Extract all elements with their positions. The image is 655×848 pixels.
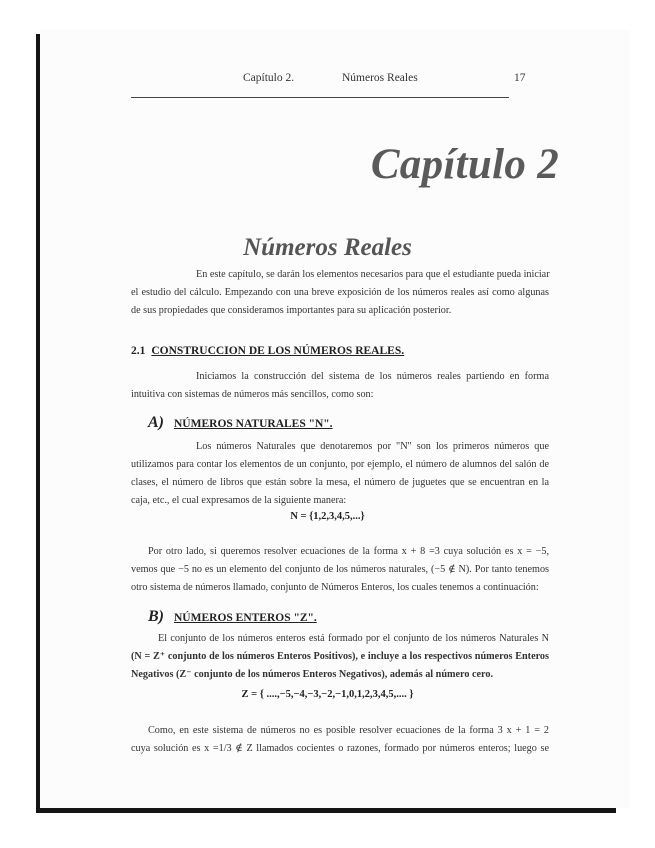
text-line: de sus propiedades que consideramos importantes para su aplicación posterior.	[131, 305, 452, 316]
text-line: cuya solución es x =1/3 ∉ Z llamados cocientes o razones, formado por números enteros; luego se	[131, 743, 549, 754]
subsection-letter: B)	[148, 608, 164, 625]
subsection-b-paragraph-2	[131, 722, 549, 758]
text-line: clases, el número de libros que están sobre la mesa, el número de juguetes que se encuentran en la	[131, 477, 549, 488]
subsection-heading-b	[148, 608, 317, 626]
text-line: Por otro lado, si queremos resolver ecuaciones de la forma x + 8 =3 cuya solución es x = −5,	[148, 546, 549, 557]
subsection-a-paragraph	[131, 438, 549, 510]
chapter-heading: Capítulo 2	[370, 141, 559, 188]
text-line: Negativos (Z⁻ conjunto de los números Enteros Negativos), además al número cero.	[131, 669, 494, 680]
running-head-title: Números Reales	[342, 72, 418, 84]
subsection-heading-text: NÚMEROS ENTEROS "Z".	[174, 612, 317, 624]
subsection-b-paragraph	[131, 630, 549, 684]
text-line: Los números Naturales que denotaremos por "N" son los primeros números que	[196, 441, 549, 452]
section-heading-text: CONSTRUCCION DE LOS NÚMEROS REALES.	[151, 345, 405, 357]
section-2-1-paragraph	[131, 368, 549, 404]
page-bottom-shadow	[36, 808, 616, 813]
formula-integers: Z = { ....,−5,−4,−3,−2,−1,0,1,2,3,4,5,.... }	[241, 689, 414, 700]
text-line: El conjunto de los números enteros está formado por el conjunto de los números Naturales N	[158, 633, 549, 644]
text-line: En este capítulo, se darán los elementos necesarios para que el estudiante pueda iniciar	[196, 269, 550, 280]
text-line: intuitiva con sistemas de números más sencillos, como son:	[131, 389, 374, 400]
text-line: caja, etc., el cual expresamos de la siguiente manera:	[131, 495, 347, 506]
text-line: Iniciamos la construcción del sistema de los números reales partiendo en forma	[196, 371, 549, 382]
subsection-heading-a	[148, 414, 333, 432]
intro-paragraph	[131, 266, 549, 320]
text-line: vemos que −5 no es un elemento del conjunto de los números naturales, (−5 ∉ N). Por tanto tenemos	[131, 564, 549, 575]
text-line: el estudio del cálculo. Empezando con una breve exposición de los números reales así como algunas	[131, 287, 549, 298]
running-head-chapter: Capítulo 2.	[243, 72, 295, 84]
subsection-a-paragraph-2	[131, 543, 549, 597]
text-line: otro sistema de números llamado, conjunto de Números Enteros, los cuales tenemos a continuación:	[131, 582, 539, 593]
text-line: (N = Z⁺ conjunto de los números Enteros Positivos), e incluye a los respectivos números Enteros	[131, 651, 549, 662]
section-number: 2.1	[131, 345, 146, 357]
formula-naturals: N = {1,2,3,4,5,...}	[290, 511, 365, 522]
subsection-letter: A)	[148, 414, 164, 431]
subsection-heading-text: NÚMEROS NATURALES "N".	[174, 418, 333, 430]
text-line: Como, en este sistema de números no es posible resolver ecuaciones de la forma 3 x + 1 = 2	[148, 725, 549, 736]
section-heading-2-1	[131, 345, 404, 357]
header-rule	[131, 97, 509, 98]
page-number: 17	[514, 72, 526, 84]
section-title: Números Reales	[243, 234, 412, 261]
text-line: utilizamos para contar los elementos de un conjunto, por ejemplo, el número de alumnos del salón de	[131, 459, 549, 470]
